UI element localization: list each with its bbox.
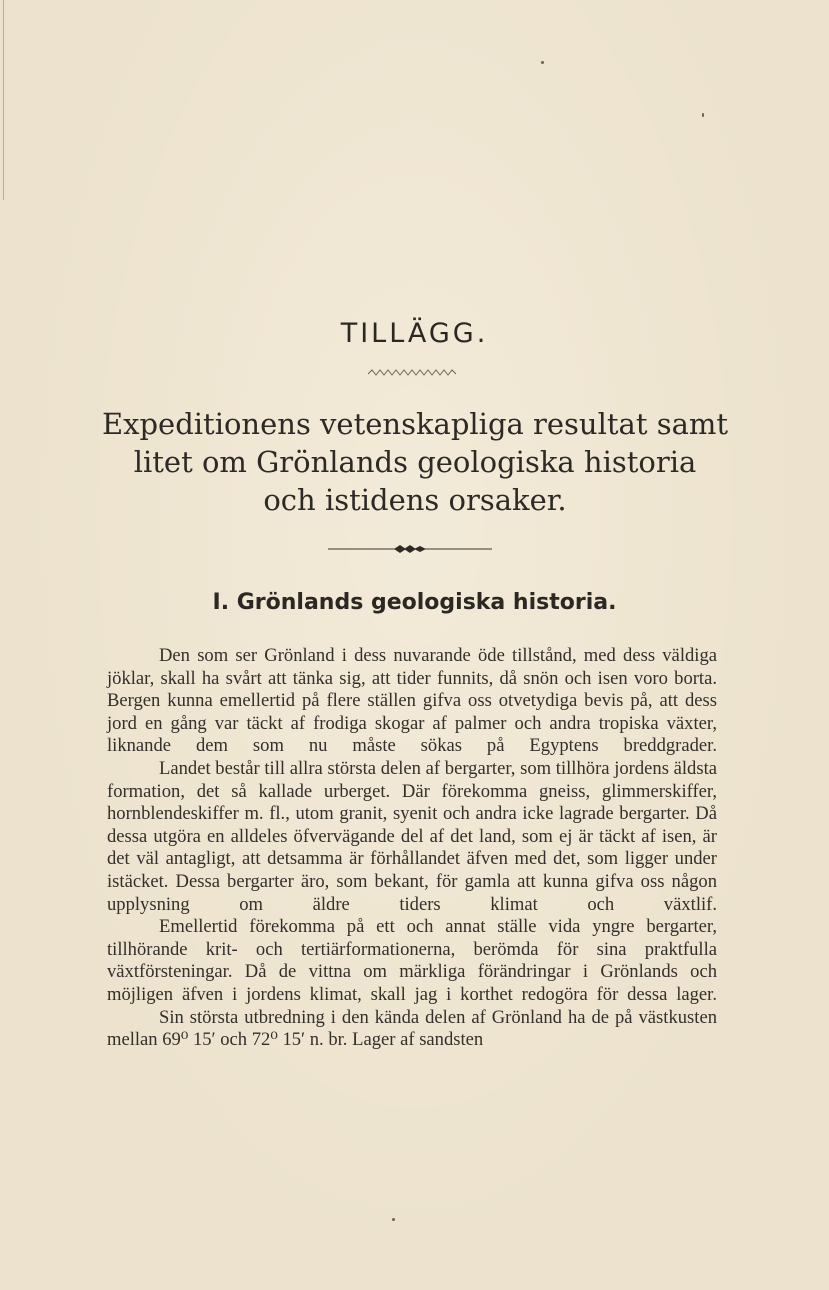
divider-ornament	[328, 543, 492, 555]
body-text	[107, 645, 717, 1052]
paragraph: Emellertid förekomma på ett och annat ställe vida yngre bergarter, tillhörande krit- och tertiärformationerna, berömda för sina praktfulla växtförsteningar. Då de vittna om märkliga förändringar i Grönlands och möjligen äfven i jordens klimat, skall jag i korthet redogöra för dessa lager.	[107, 916, 717, 1005]
paper-speck	[702, 113, 704, 117]
paragraph: Landet består till allra största delen af bergarter, som tillhöra jordens äldsta formation, det så kallade urberget. Där förekomma gneiss, glimmerskiffer, hornblendeskiffer m. fl., utom granit, syenit och andra icke lagrade bergarter. Då dessa utgöra en alldeles öfvervägande del af det land, som ej är täckt af isen, är det väl antagligt, att detsamma är förhållandet äfven med det, som ligger under istäcket. Dessa bergarter äro, som bekant, för gamla att kunna gifva oss någon upplysning om äldre tiders klimat och växtlif.	[107, 757, 717, 915]
title-line: och istidens orsaker.	[263, 483, 567, 517]
paragraph: Sin största utbredning i den kända delen af Grönland ha de på västkusten mellan 69⁰ 15′ och 72⁰ 15′ n. br. Lager af sandsten	[107, 1006, 717, 1051]
page-edge-line	[3, 0, 4, 200]
chapter-title	[90, 405, 740, 519]
paper-speck	[541, 61, 544, 64]
title-line: litet om Grönlands geologiska historia	[133, 445, 697, 479]
paragraph: Den som ser Grönland i dess nuvarande öde tillstånd, med dess väldiga jöklar, skall ha svårt att tänka sig, att tider funnits, då snön och isen voro borta. Bergen kunna emellertid på flere ställen gifva oss otvetydiga bevis på, att dess jord en gång var täckt af frodiga skogar af palmer och andra tropiska växter, liknande dem som nu måste sökas på Egyptens breddgrader.	[107, 645, 717, 757]
title-line: Expeditionens vetenskapliga resultat samt	[101, 407, 729, 441]
chapter-heading: TILLÄGG.	[340, 318, 489, 349]
paper-speck	[392, 1218, 395, 1221]
section-heading: I. Grönlands geologiska historia.	[212, 590, 617, 615]
squiggle-ornament	[368, 368, 456, 378]
